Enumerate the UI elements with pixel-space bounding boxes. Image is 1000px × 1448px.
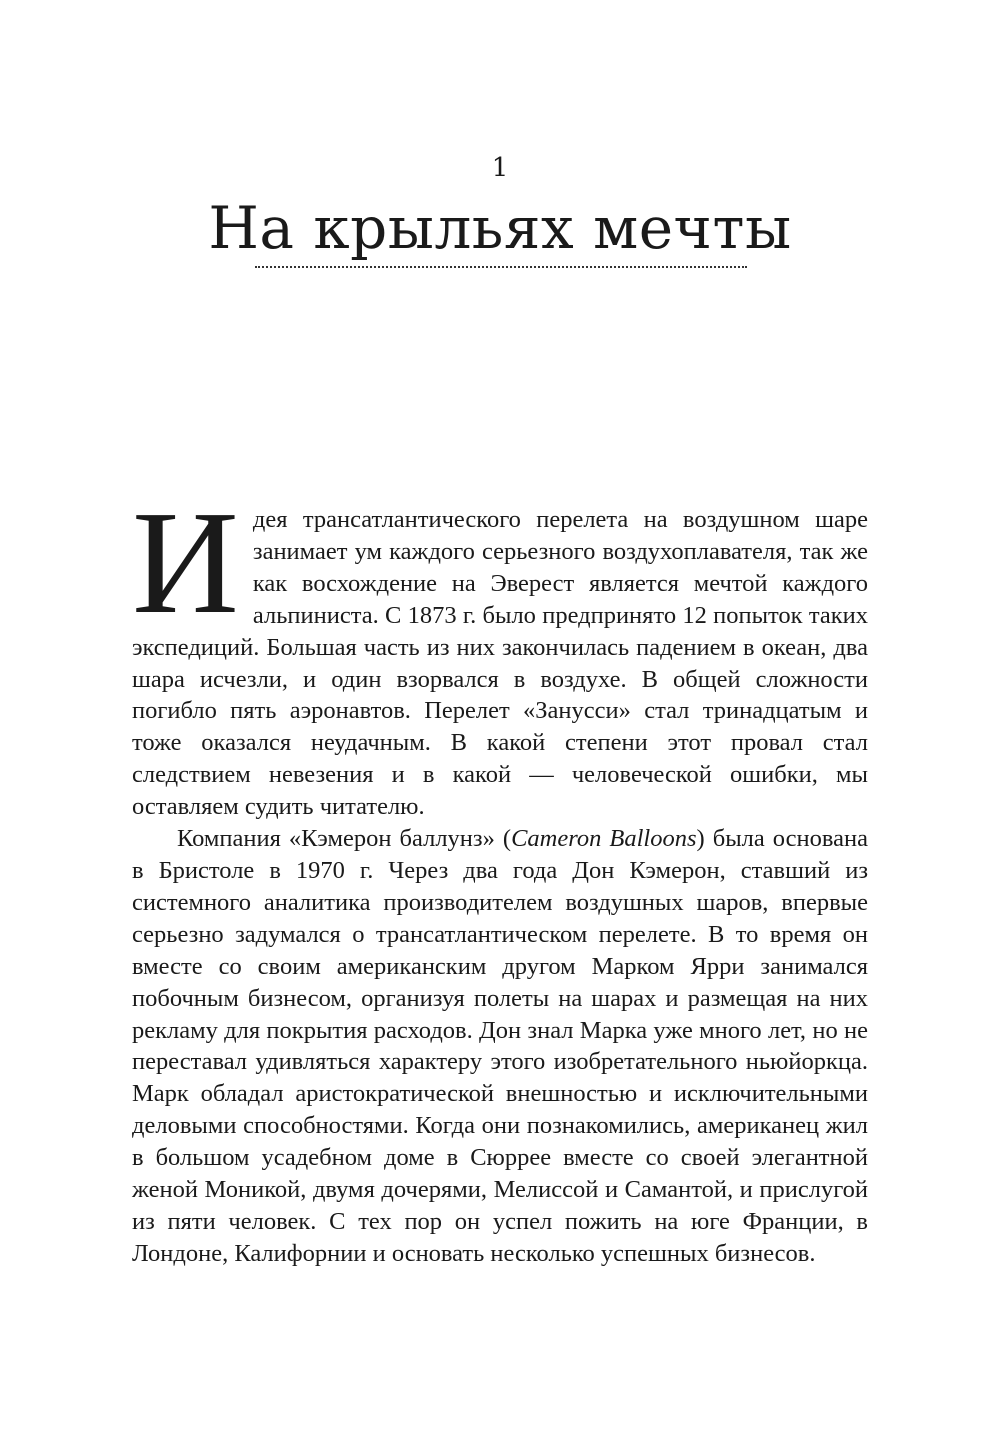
paragraph-2-text-start: Компания «Кэмерон баллунз» (: [177, 825, 512, 853]
chapter-number: 1: [491, 153, 509, 183]
paragraph-1: [132, 481, 868, 823]
body-text: [132, 481, 869, 1270]
drop-cap: И: [132, 481, 239, 645]
paragraph-2-text-end: ) была основана в Бристоле в 1970 г. Через два года Дон Кэмерон, ставший из системного аналитика производителем воздушных шаров, впервые серьезно задумался о трансатлантическом перелете. В то время он вместе со своим американским другом Марком Ярри занимался побочным бизнесом, организуя полеты на шарах и размещая на них рекламу для покрытия расходов. Дон знал Марка уже много лет, но не переставал удивляться характеру этого изобретательного ньюйоркца. Марк обладал аристократической внешностью и исключительными деловыми способностями. Когда они познакомились, американец жил в большом усадебном доме в Сюррее вместе со своей элегантной женой Моникой, двумя дочерями, Мелиссой и Самантой, и прислугой из пяти человек. С тех пор он успел пожить на юге Франции, в Лондоне, Калифорнии и основать несколько успешных бизнесов.: [132, 825, 869, 1267]
paragraph-2-italic-name: Cameron Balloons: [511, 825, 697, 853]
chapter-title: На крыльях мечты: [208, 194, 792, 262]
paragraph-1-text: дея трансатлантического перелета на воздушном шаре занимает ум каждого серьезного воздухоплавателя, так же как восхождение на Эверест является мечтой каждого альпиниста. С 1873 г. было предпринято 12 попыток таких экспедиций. Большая часть из них закончилась падением в океан, два шара исчезли, и один взорвался в воздухе. В общей сложности погибло пять аэронавтов. Перелет «Занусси» стал тринадцатым и тоже оказался неудачным. В какой степени этот провал стал следствием невезения и в какой — человеческой ошибки, мы оставляем судить читателю.: [132, 506, 868, 821]
title-dotted-rule: [255, 266, 747, 268]
paragraph-2: [132, 823, 868, 1270]
